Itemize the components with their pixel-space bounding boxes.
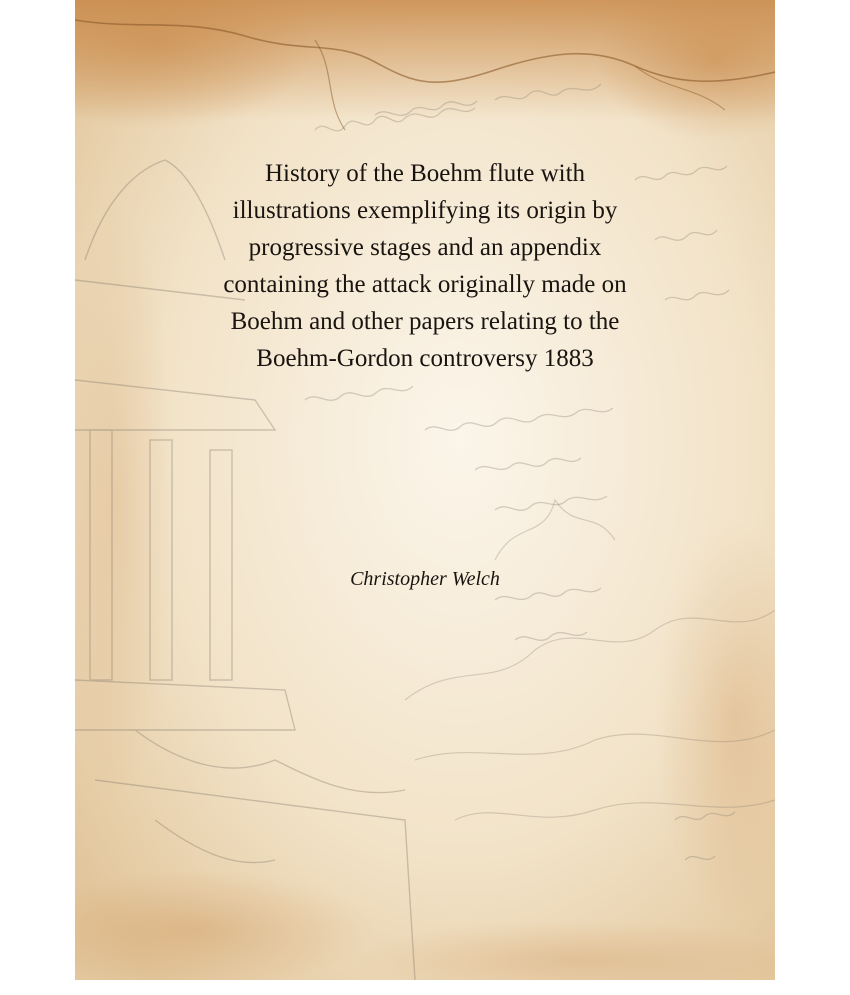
title-line: containing the attack originally made on — [223, 271, 627, 298]
cover-background-illustration — [75, 0, 775, 980]
title-line: progressive stages and an appendix — [248, 234, 602, 261]
book-cover — [75, 0, 775, 980]
book-title — [75, 155, 775, 377]
title-line: illustrations exemplifying its origin by — [232, 197, 618, 224]
title-line: Boehm-Gordon controversy 1883 — [256, 345, 594, 372]
book-author: Christopher Welch — [350, 568, 500, 590]
title-line: Boehm and other papers relating to the — [230, 308, 620, 335]
title-line: History of the Boehm flute with — [264, 160, 586, 187]
